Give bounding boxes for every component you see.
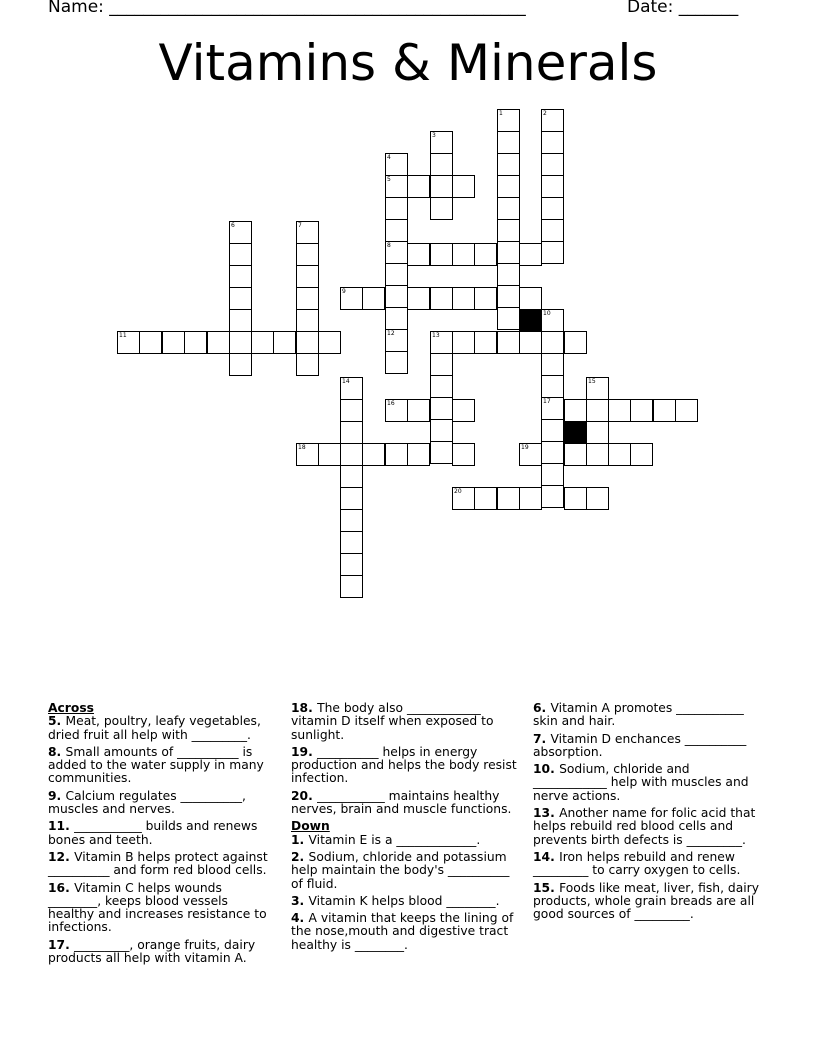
crossword-cell[interactable] <box>430 419 453 442</box>
clue-number: 1 <box>499 110 503 117</box>
crossword-cell[interactable] <box>541 441 564 464</box>
crossword-cell[interactable] <box>452 443 475 466</box>
crossword-cell[interactable] <box>229 243 252 266</box>
crossword-cell[interactable] <box>541 353 564 376</box>
crossword-cell[interactable] <box>385 197 408 220</box>
clue-text: Another name for folic acid that helps rebuild red blood cells and prevents birth defects is _________. <box>533 806 756 847</box>
crossword-cell[interactable] <box>541 309 564 332</box>
crossword-cell[interactable] <box>296 309 319 332</box>
crossword-cell[interactable] <box>497 131 520 154</box>
clue-number-label: 12. <box>48 849 75 864</box>
crossword-cell[interactable] <box>630 399 653 422</box>
crossword-cell[interactable] <box>407 443 430 466</box>
crossword-cell[interactable] <box>430 331 453 354</box>
crossword-cell[interactable] <box>541 463 564 486</box>
clue-number-label: 17. <box>48 937 75 952</box>
clue-text: Vitamin E is a _____________. <box>308 832 481 847</box>
clue-number-label: 20. <box>291 788 318 803</box>
clue-number: 3 <box>432 132 436 139</box>
clue-text: Calcium regulates __________, muscles and nerves. <box>48 788 246 817</box>
crossword-cell[interactable] <box>497 219 520 242</box>
crossword-cell[interactable] <box>452 331 475 354</box>
clue-number: 14 <box>342 378 350 385</box>
crossword-cell[interactable] <box>407 243 430 266</box>
crossword-cell[interactable] <box>340 421 363 444</box>
crossword-cell[interactable] <box>162 331 185 354</box>
crossword-cell[interactable] <box>430 287 453 310</box>
crossword-cell[interactable] <box>362 443 385 466</box>
crossword-cell[interactable] <box>452 399 475 422</box>
clue-number-label: 18. <box>291 701 318 715</box>
clue-number-label: 9. <box>48 788 66 803</box>
clue-number: 6 <box>231 222 235 229</box>
clue-item <box>291 834 521 847</box>
clue-number: 13 <box>432 332 440 339</box>
crossword-cell[interactable] <box>497 331 520 354</box>
clue-text: Meat, poultry, leafy vegetables, dried fruit all help with _________. <box>48 714 261 742</box>
crossword-cell[interactable] <box>497 153 520 176</box>
clue-number-label: 16. <box>48 880 75 895</box>
clue-number-label: 7. <box>533 731 551 746</box>
crossword-cell[interactable] <box>630 443 653 466</box>
crossword-cell[interactable] <box>296 331 319 354</box>
clue-text: Sodium, chloride and potassium help maintain the body's __________ of fluid. <box>291 849 510 891</box>
clue-item <box>48 715 278 742</box>
crossword-black-cell <box>519 309 542 332</box>
clue-number: 7 <box>298 222 302 229</box>
clue-text: Foods like meat, liver, fish, dairy products, whole grain breads are all good sources of _________. <box>533 880 759 922</box>
crossword-cell[interactable] <box>340 287 363 310</box>
clue-number: 19 <box>521 444 529 451</box>
clue-number-label: 3. <box>291 893 309 908</box>
clue-number: 8 <box>387 242 391 249</box>
crossword-cell[interactable] <box>340 531 363 554</box>
clue-text: Vitamin D enchances __________ absorption. <box>533 731 747 759</box>
clue-text: Vitamin K helps blood ________. <box>308 893 500 908</box>
crossword-cell[interactable] <box>430 131 453 154</box>
crossword-cell[interactable] <box>296 443 319 466</box>
clue-text: Small amounts of __________ is added to the water supply in many communities. <box>48 744 264 786</box>
crossword-cell[interactable] <box>541 109 564 132</box>
crossword-cell[interactable] <box>541 175 564 198</box>
crossword-cell[interactable] <box>541 485 564 508</box>
crossword-cell[interactable] <box>541 131 564 154</box>
crossword-cell[interactable] <box>229 353 252 376</box>
crossword-cell[interactable] <box>385 241 408 264</box>
crossword-cell[interactable] <box>385 443 408 466</box>
crossword-cell[interactable] <box>340 443 363 466</box>
crossword-cell[interactable] <box>541 397 564 420</box>
clue-item <box>533 763 765 803</box>
clue-number: 12 <box>387 330 395 337</box>
crossword-cell[interactable] <box>340 377 363 400</box>
clue-number-label: 6. <box>533 701 551 715</box>
clue-number: 9 <box>342 288 346 295</box>
crossword-cell[interactable] <box>407 399 430 422</box>
crossword-cell[interactable] <box>586 443 609 466</box>
crossword-cell[interactable] <box>452 175 475 198</box>
clue-number: 2 <box>543 110 547 117</box>
clue-text: Vitamin C helps wounds ________, keeps blood vessels healthy and increases resistance to infections. <box>48 880 267 935</box>
page-title: Vitamins & Minerals <box>158 34 658 92</box>
clue-number-label: 8. <box>48 744 66 759</box>
clue-text: __________ helps in energy production and helps the body resist infection. <box>291 744 517 786</box>
crossword-cell[interactable] <box>407 287 430 310</box>
clue-number: 17 <box>543 398 551 405</box>
clue-number-label: 14. <box>533 849 560 864</box>
clue-text: Vitamin B helps protect against __________ and form red blood cells. <box>48 849 268 878</box>
clue-item <box>291 895 521 908</box>
crossword-cell[interactable] <box>385 219 408 242</box>
clue-number-label: 15. <box>533 880 560 895</box>
crossword-cell[interactable] <box>497 285 520 308</box>
crossword-cell[interactable] <box>452 487 475 510</box>
crossword-cell[interactable] <box>541 219 564 242</box>
clue-number-label: 2. <box>291 849 309 864</box>
crossword-cell[interactable] <box>430 441 453 464</box>
crossword-cell[interactable] <box>497 307 520 330</box>
clue-number-label: 4. <box>291 911 309 926</box>
down-heading: Down <box>291 819 330 834</box>
crossword-cell[interactable] <box>541 331 564 354</box>
crossword-cell[interactable] <box>340 399 363 422</box>
crossword-cell[interactable] <box>564 487 587 510</box>
crossword-cell[interactable] <box>296 287 319 310</box>
crossword-cell[interactable] <box>474 331 497 354</box>
clue-item <box>48 882 278 935</box>
crossword-cell[interactable] <box>430 175 453 198</box>
crossword-cell[interactable] <box>430 353 453 376</box>
name-field[interactable]: Name: _________________________________________________ <box>48 0 526 17</box>
crossword-cell[interactable] <box>608 399 631 422</box>
crossword-cell[interactable] <box>229 331 252 354</box>
crossword-cell[interactable] <box>385 399 408 422</box>
crossword-cell[interactable] <box>117 331 140 354</box>
crossword-cell[interactable] <box>541 197 564 220</box>
crossword-cell[interactable] <box>541 153 564 176</box>
crossword-cell[interactable] <box>251 331 274 354</box>
clue-number: 11 <box>119 332 127 339</box>
crossword-cell[interactable] <box>385 153 408 176</box>
crossword-cell[interactable] <box>296 353 319 376</box>
clue-number-label: 19. <box>291 744 318 759</box>
crossword-cell[interactable] <box>608 443 631 466</box>
crossword-cell[interactable] <box>340 487 363 510</box>
clues-column-3 <box>533 702 765 925</box>
crossword-cell[interactable] <box>519 331 542 354</box>
crossword-cell[interactable] <box>474 287 497 310</box>
crossword-cell[interactable] <box>519 287 542 310</box>
clue-item <box>533 733 765 760</box>
crossword-cell[interactable] <box>564 443 587 466</box>
crossword-cell[interactable] <box>229 287 252 310</box>
crossword-cell[interactable] <box>385 351 408 374</box>
clue-number: 16 <box>387 400 395 407</box>
clue-item <box>291 790 521 817</box>
crossword-cell[interactable] <box>474 243 497 266</box>
crossword-cell[interactable] <box>497 109 520 132</box>
crossword-cell[interactable] <box>318 331 341 354</box>
clue-number-label: 1. <box>291 832 309 847</box>
clue-number-label: 10. <box>533 762 560 777</box>
clue-number-label: 11. <box>48 819 75 834</box>
crossword-cell[interactable] <box>519 243 542 266</box>
clue-number: 4 <box>387 154 391 161</box>
crossword-cell[interactable] <box>139 331 162 354</box>
crossword-cell[interactable] <box>541 375 564 398</box>
clue-item <box>48 746 278 786</box>
crossword-cell[interactable] <box>207 331 230 354</box>
crossword-cell[interactable] <box>586 487 609 510</box>
clue-number: 20 <box>454 488 462 495</box>
crossword-cell[interactable] <box>340 465 363 488</box>
clues-column-2 <box>291 702 521 956</box>
clue-text: ___________ maintains healthy nerves, brain and muscle functions. <box>291 788 512 817</box>
crossword-cell[interactable] <box>385 175 408 198</box>
clue-item <box>48 939 278 966</box>
clue-item <box>533 882 765 922</box>
clue-number: 10 <box>543 310 551 317</box>
clue-item <box>291 746 521 786</box>
crossword-cell[interactable] <box>296 221 319 244</box>
crossword-cell[interactable] <box>452 243 475 266</box>
crossword-cell[interactable] <box>385 285 408 308</box>
crossword-cell[interactable] <box>586 377 609 400</box>
clue-text: Vitamin A promotes ___________ skin and hair. <box>533 701 744 729</box>
crossword-cell[interactable] <box>430 153 453 176</box>
clue-number-label: 13. <box>533 806 560 821</box>
crossword-cell[interactable] <box>229 221 252 244</box>
clue-item <box>533 702 765 729</box>
crossword-cell[interactable] <box>385 329 408 352</box>
date-field[interactable]: Date: _______ <box>627 0 739 17</box>
clue-item <box>48 820 278 847</box>
crossword-cell[interactable] <box>497 263 520 286</box>
crossword-cell[interactable] <box>497 487 520 510</box>
crossword-black-cell <box>564 421 587 444</box>
crossword-cell[interactable] <box>430 397 453 420</box>
crossword-cell[interactable] <box>497 175 520 198</box>
crossword-cell[interactable] <box>675 399 698 422</box>
clue-number-label: 5. <box>48 714 66 729</box>
clue-number: 5 <box>387 176 391 183</box>
clue-text: ___________ builds and renews bones and teeth. <box>48 819 258 847</box>
clue-item <box>48 851 278 878</box>
crossword-cell[interactable] <box>653 399 676 422</box>
crossword-cell[interactable] <box>564 399 587 422</box>
across-heading: Across <box>48 701 94 715</box>
crossword-cell[interactable] <box>497 241 520 264</box>
crossword-cell[interactable] <box>564 331 587 354</box>
clue-text: Sodium, chloride and ____________ help with muscles and nerve actions. <box>533 762 749 803</box>
crossword-cell[interactable] <box>407 175 430 198</box>
crossword-cell[interactable] <box>586 421 609 444</box>
crossword-cell[interactable] <box>340 575 363 598</box>
crossword-cell[interactable] <box>430 243 453 266</box>
clue-text: _________, orange fruits, dairy products all help with vitamin A. <box>48 937 256 966</box>
crossword-cell[interactable] <box>586 399 609 422</box>
crossword-cell[interactable] <box>497 197 520 220</box>
crossword-cell[interactable] <box>519 487 542 510</box>
crossword-cell[interactable] <box>273 331 296 354</box>
crossword-cell[interactable] <box>229 309 252 332</box>
clues-column-1 <box>48 702 278 969</box>
clue-item <box>291 912 521 952</box>
clue-number: 15 <box>588 378 596 385</box>
crossword-cell[interactable] <box>340 509 363 532</box>
clue-item <box>533 851 765 878</box>
clue-number: 18 <box>298 444 306 451</box>
crossword-cell[interactable] <box>385 307 408 330</box>
crossword-cell[interactable] <box>184 331 207 354</box>
crossword-cell[interactable] <box>541 241 564 264</box>
clue-text: Iron helps rebuild and renew _________ to carry oxygen to cells. <box>533 849 741 878</box>
crossword-cell[interactable] <box>430 375 453 398</box>
crossword-cell[interactable] <box>541 419 564 442</box>
crossword-cell[interactable] <box>385 263 408 286</box>
crossword-cell[interactable] <box>474 487 497 510</box>
crossword-cell[interactable] <box>229 265 252 288</box>
clue-item <box>48 790 278 817</box>
crossword-cell[interactable] <box>296 243 319 266</box>
clue-text: A vitamin that keeps the lining of the nose,mouth and digestive tract healthy is ________. <box>291 911 514 952</box>
crossword-cell[interactable] <box>340 553 363 576</box>
clue-item <box>291 851 521 891</box>
crossword-cell[interactable] <box>318 443 341 466</box>
crossword-cell[interactable] <box>362 287 385 310</box>
clue-text: The body also ____________ vitamin D itself when exposed to sunlight. <box>291 701 494 742</box>
clue-item <box>533 807 765 847</box>
crossword-cell[interactable] <box>430 197 453 220</box>
crossword-cell[interactable] <box>296 265 319 288</box>
crossword-cell[interactable] <box>452 287 475 310</box>
crossword-cell[interactable] <box>519 443 542 466</box>
clue-item <box>291 702 521 742</box>
